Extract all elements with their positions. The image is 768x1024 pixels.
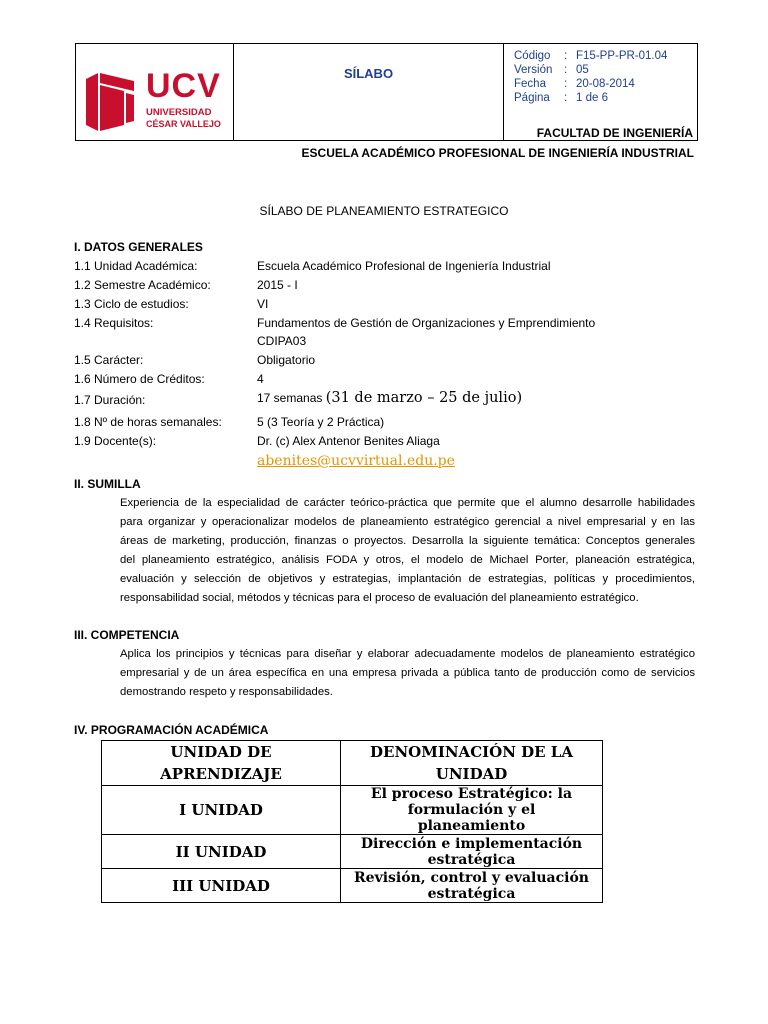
paragraph-line: empresarial y de un área específica en una empresa privada a pública tanto de producción como de servicios (120, 667, 695, 679)
unit-name-cell (341, 786, 603, 835)
datos-value: VI (257, 297, 269, 311)
unit-name-line: El proceso Estratégico: la (370, 786, 573, 802)
meta-sep: : (564, 92, 568, 104)
paragraph-line: del planeamiento estratégico, análisis FODA y otros, el modelo de Michael Porter, planeación estratégica, (120, 554, 695, 566)
unit-cell: III UNIDAD (102, 869, 341, 903)
datos-value: 4 (257, 372, 264, 386)
paragraph-line: áreas de marketing, producción, finanzas o proyectos. Desarrolla la siguiente temática: Conceptos generales (120, 535, 695, 547)
header-title: SÍLABO (343, 66, 394, 81)
meta-label: Fecha (514, 78, 546, 90)
title-cell (234, 44, 504, 140)
section-heading-datos: I. DATOS GENERALES (74, 240, 203, 254)
unit-name-line: planeamiento (417, 818, 526, 834)
unit-name-line: formulación y el (407, 802, 536, 818)
meta-label: Página (514, 92, 550, 104)
paragraph-line: responsabilidad social, métodos y técnicas para el proceso de evaluación del planeamiento estratégico. (120, 592, 639, 604)
logo-brand: UCV (146, 67, 221, 105)
datos-value: Fundamentos de Gestión de Organizaciones y Emprendimiento (257, 316, 596, 330)
datos-value: 2015 - I (257, 278, 298, 292)
duration-value (257, 390, 522, 406)
logo-line2: CÉSAR VALLEJO (146, 119, 221, 129)
faculty: FACULTAD DE INGENIERÍA (536, 126, 693, 140)
meta-value: 05 (576, 64, 589, 76)
paragraph-line: evaluación y selección de objetivos y estrategias, implantación de estrategias, políticas y procedimientos, (120, 573, 695, 585)
meta-value: 1 de 6 (576, 92, 608, 104)
paragraph-line: Aplica los principios y técnicas para diseñar y elaborar adecuadamente modelos de planeamiento estratégico (120, 648, 695, 660)
logo-line1: UNIVERSIDAD (146, 107, 212, 118)
datos-label: 1.9 Docente(s): (74, 434, 157, 448)
meta-row (504, 78, 694, 92)
header-text: UNIDAD DE (170, 743, 272, 761)
table-row (102, 869, 603, 903)
unit-name-cell (341, 869, 603, 903)
datos-label: 1.8 Nº de horas semanales: (74, 415, 222, 429)
table-row (102, 786, 603, 835)
meta-value: F15-PP-PR-01.04 (576, 50, 668, 62)
paragraph-line: Experiencia de la especialidad de carácter teórico-práctica que permite que el alumno desarrolle habilidades (120, 497, 695, 509)
datos-value: Dr. (c) Alex Antenor Benites Aliaga (257, 434, 440, 448)
unit-cell: I UNIDAD (102, 786, 341, 835)
unit-cell: II UNIDAD (102, 835, 341, 869)
school: ESCUELA ACADÉMICO PROFESIONAL DE INGENIERÍA INDUSTRIAL (301, 146, 694, 160)
datos-value: Obligatorio (257, 353, 316, 367)
unit-name-line: estratégica (427, 885, 516, 902)
meta-sep: : (564, 78, 568, 90)
logo-cell (76, 44, 234, 140)
ucv-logo-icon (84, 71, 136, 133)
unit-name-cell (341, 835, 603, 869)
docente-email-link[interactable]: abenites@ucvvirtual.edu.pe (257, 453, 455, 469)
paragraph-line: para organizar y operacionalizar modelos de planeamiento estratégico gerencial a nivel empresarial y en las (120, 516, 695, 528)
duration-dates: (31 de marzo – 25 de julio) (325, 390, 523, 406)
section-heading-programacion: IV. PROGRAMACIÓN ACADÉMICA (74, 723, 269, 737)
meta-row (504, 64, 694, 78)
programacion-table (101, 740, 603, 903)
doc-title: SÍLABO DE PLANEAMIENTO ESTRATEGICO (259, 204, 509, 218)
paragraph-line: demostrando respeto y responsabilidades. (120, 686, 333, 698)
sumilla-paragraph (120, 494, 695, 608)
datos-value: 5 (3 Teoría y 2 Práctica) (257, 415, 385, 429)
meta-label: Versión (514, 64, 553, 76)
datos-value: 17 semanas (257, 391, 323, 405)
meta-sep: : (564, 50, 568, 62)
header-text: APRENDIZAJE (160, 765, 282, 783)
header-cell-denominacion (341, 741, 603, 786)
header-cell-unidad (102, 741, 341, 786)
competencia-paragraph (120, 645, 695, 702)
unit-name-line: estratégica (427, 851, 516, 868)
section-heading-competencia: III. COMPETENCIA (74, 628, 180, 642)
meta-row (504, 92, 694, 106)
unit-name-line: Revisión, control y evaluación (354, 869, 589, 886)
header-text: UNIDAD (435, 765, 508, 783)
unit-name-line: Dirección e implementación (360, 835, 583, 852)
meta-value: 20-08-2014 (576, 78, 635, 90)
meta-label: Código (514, 50, 551, 62)
datos-label: 1.3 Ciclo de estudios: (74, 297, 189, 311)
datos-label: 1.1 Unidad Académica: (74, 259, 198, 273)
datos-value: CDIPA03 (257, 334, 307, 348)
meta-row (504, 50, 694, 64)
datos-label: 1.4 Requisitos: (74, 316, 154, 330)
datos-label: 1.6 Número de Créditos: (74, 372, 205, 386)
section-heading-sumilla: II. SUMILLA (74, 477, 141, 491)
datos-label: 1.2 Semestre Académico: (74, 278, 211, 292)
header-text: DENOMINACIÓN DE LA (370, 743, 573, 761)
table-header-row (102, 741, 603, 786)
datos-label: 1.5 Carácter: (74, 353, 144, 367)
datos-value: Escuela Académico Profesional de Ingeniería Industrial (257, 259, 551, 273)
table-row (102, 835, 603, 869)
datos-label: 1.7 Duración: (74, 393, 146, 407)
meta-sep: : (564, 64, 568, 76)
